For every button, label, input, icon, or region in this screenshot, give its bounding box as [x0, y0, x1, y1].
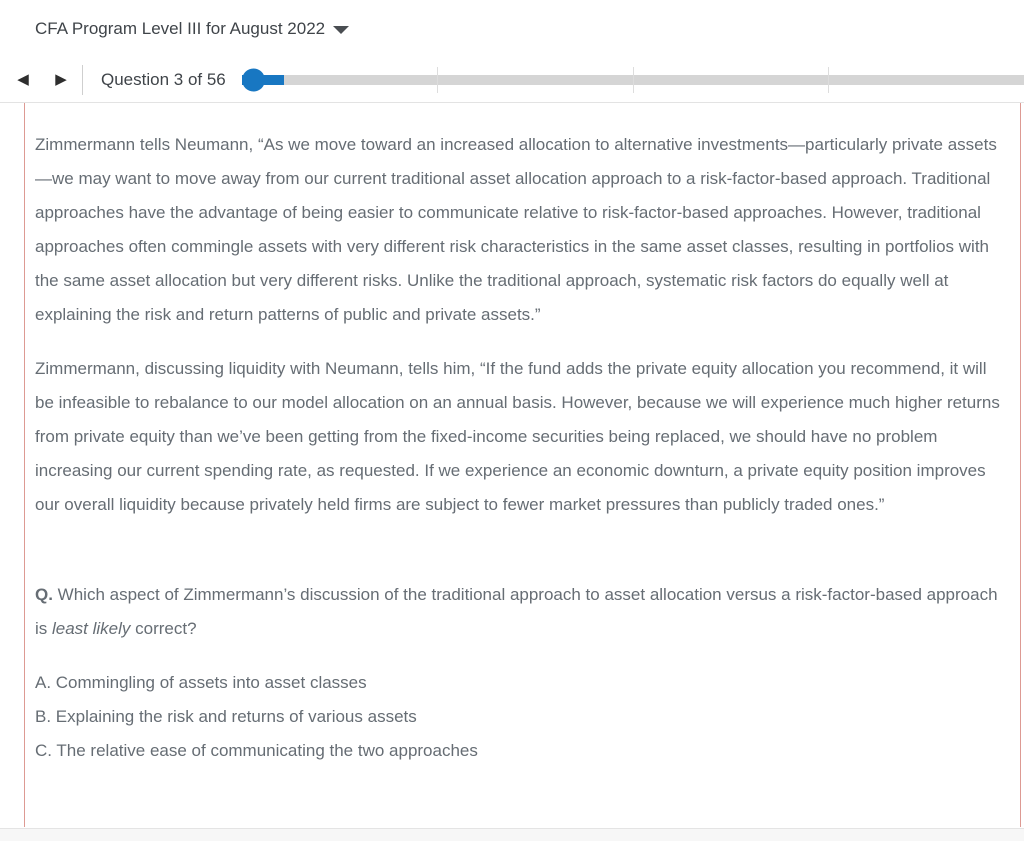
question-text-after: correct?	[130, 619, 197, 638]
caret-down-icon	[333, 26, 349, 34]
question-stem	[35, 578, 1006, 646]
vignette-paragraph-2: Zimmermann, discussing liquidity with Neumann, tells him, “If the fund adds the private equity allocation you recommend, it will be infeasible to rebalance to our model allocation on an annual basis. However, because we will experience much higher returns from private equity than we’ve been getting from the fixed-income securities being replaced, we should have no problem increasing our current spending rate, as requested. If we experience an economic downturn, a private equity position improves our overall liquidity because privately held firms are subject to fewer market pressures than publicly traded ones.”	[35, 359, 1000, 514]
question-nav-bar	[0, 58, 1024, 103]
prev-question-button[interactable]: ◀	[4, 60, 42, 100]
question-content	[24, 103, 1021, 827]
vignette-paragraph-1: Zimmermann tells Neumann, “As we move toward an increased allocation to alternative investments—particularly private assets—we may want to move away from our current traditional asset allocation approach to a risk-factor-based approach. Traditional approaches have the advantage of being easier to communicate relative to risk-factor-based approaches. However, traditional approaches often commingle assets with very different risk characteristics in the same asset classes, resulting in portfolios with the same asset allocation but very different risks. Unlike the traditional approach, systematic risk factors do equally well at explaining the risk and return patterns of public and private assets.”	[35, 135, 997, 324]
progress-knob[interactable]	[242, 69, 265, 92]
answer-option-b[interactable]: B. Explaining the risk and returns of various assets	[35, 707, 417, 726]
exam-title: CFA Program Level III for August 2022	[35, 19, 326, 38]
app-header	[0, 0, 1024, 58]
nav-divider	[82, 65, 83, 95]
progress-tick-25	[437, 67, 438, 93]
exam-selector-dropdown[interactable]	[35, 19, 349, 39]
answer-option-a[interactable]: A. Commingling of assets into asset classes	[35, 673, 367, 692]
question-text-before: Which aspect of Zimmermann’s discussion of the traditional approach to asset allocation versus a risk-factor-based approach is	[35, 585, 998, 638]
footer-strip	[0, 828, 1024, 841]
question-counter: Question 3 of 56	[101, 70, 226, 89]
answer-option-c[interactable]: C. The relative ease of communicating the two approaches	[35, 741, 478, 760]
next-question-button[interactable]: ▶	[42, 60, 80, 100]
question-prefix: Q.	[35, 585, 53, 604]
progress-tick-50	[633, 67, 634, 93]
progress-bar[interactable]	[242, 58, 1024, 103]
question-emphasis: least likely	[52, 619, 131, 638]
answer-options	[35, 666, 1006, 768]
progress-tick-75	[828, 67, 829, 93]
